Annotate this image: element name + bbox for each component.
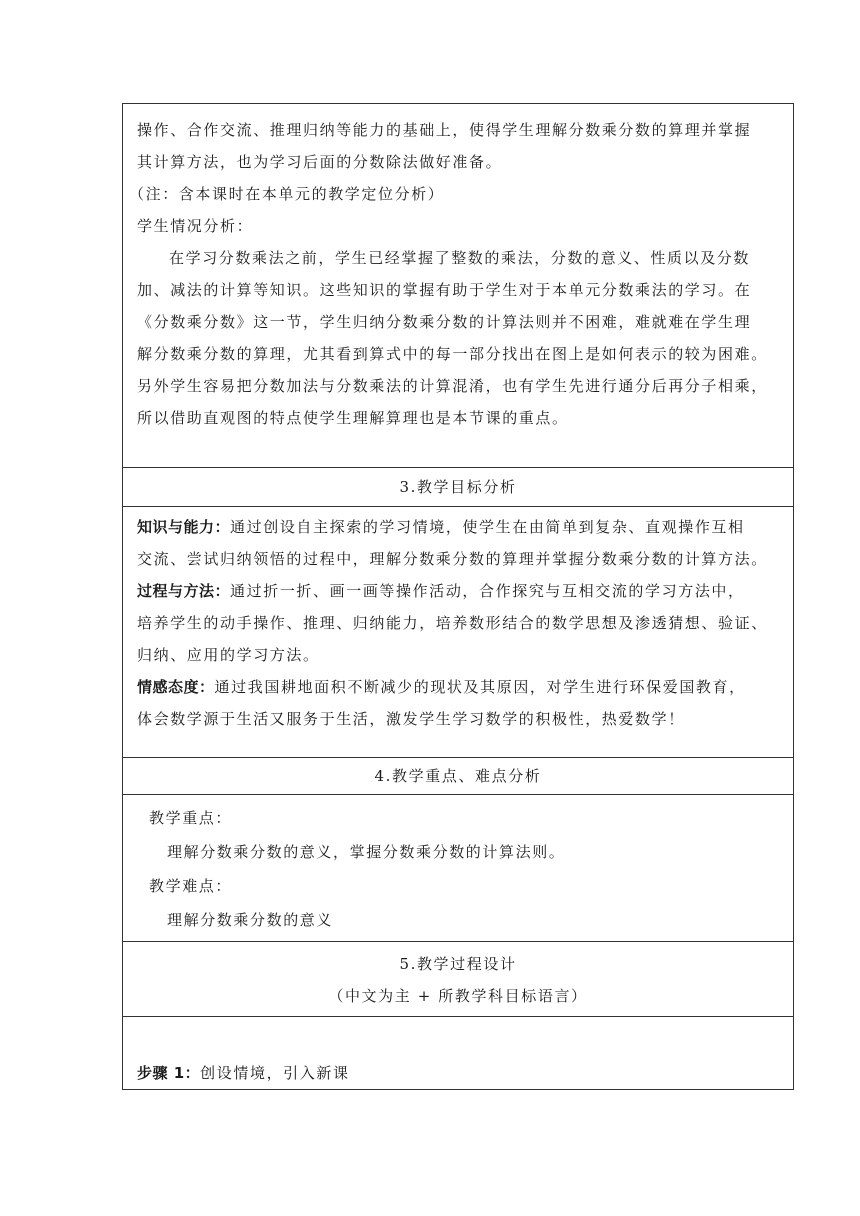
step-1-line: [123, 1057, 793, 1089]
section-5-header-cell: [123, 942, 794, 1017]
step-1-text: 创设情境，引入新课: [200, 1064, 350, 1082]
student-analysis-line: 《分数乘分数》这一节，学生归纳分数乘分数的计算法则并不困难，难就难在学生理: [137, 313, 752, 331]
emotion-line-1: [123, 671, 793, 703]
student-analysis-heading: 学生情况分析：: [137, 217, 254, 235]
section-5-subtitle: （中文为主 + 所教学科目标语言）: [328, 987, 588, 1005]
student-analysis-line: 解分数乘分数的算理，尤其看到算式中的每一部分找出在图上是如何表示的较为困难。: [137, 345, 768, 363]
emotion-line-2: 体会数学源于生活又服务于生活，激发学生学习数学的积极性，热爱数学！: [137, 710, 685, 728]
step-1-label: 步骤 1：: [137, 1064, 201, 1082]
knowledge-line-2: 交流、尝试归纳领悟的过程中，理解分数乘分数的算理并掌握分数乘分数的计算方法。: [137, 550, 768, 568]
difficulty-heading: 教学难点：: [149, 877, 233, 895]
student-analysis-line: 所以借助直观图的特点使学生理解算理也是本节课的重点。: [137, 409, 569, 427]
student-analysis-line: 另外学生容易把分数加法与分数乘法的计算混淆，也有学生先进行通分后再分子相乘，: [137, 377, 768, 395]
knowledge-label: 知识与能力：: [137, 518, 231, 536]
objectives-row: [123, 507, 794, 758]
step-1-cell: [123, 1017, 794, 1090]
key-point-text: 理解分数乘分数的意义，掌握分数乘分数的计算法则。: [167, 843, 566, 861]
section-3-header-cell: [123, 468, 794, 507]
section-4-header-cell: [123, 758, 794, 795]
note-text: （注：含本课时在本单元的教学定位分析）: [129, 185, 445, 203]
process-line-1: [123, 575, 793, 607]
section-4-title: 4.教学重点、难点分析: [374, 767, 542, 785]
analysis-cell: [123, 104, 794, 468]
emotion-label: 情感态度：: [137, 678, 215, 696]
key-points-cell: [123, 795, 794, 942]
lesson-plan-table: [122, 103, 794, 1090]
process-line-3: 归纳、应用的学习方法。: [137, 646, 320, 664]
section-3-title: 3.教学目标分析: [399, 478, 517, 496]
section-5-header-row: [123, 942, 794, 1017]
key-point-heading: 教学重点：: [149, 809, 233, 827]
difficulty-text: 理解分数乘分数的意义: [167, 911, 334, 929]
objectives-cell: [123, 507, 794, 758]
student-analysis-line: 加、减法的计算等知识。这些知识的掌握有助于学生对于本单元分数乘法的学习。在: [137, 281, 752, 299]
knowledge-line-1: [123, 511, 793, 543]
emotion-text: 通过我国耕地面积不断减少的现状及其原因，对学生进行环保爱国教育，: [214, 678, 746, 696]
section-5-title: 5.教学过程设计: [399, 955, 517, 973]
step-1-row: [123, 1017, 794, 1090]
analysis-row: [123, 104, 794, 468]
process-line-2: 培养学生的动手操作、推理、归纳能力，培养数形结合的数学思想及渗透猜想、验证、: [137, 614, 768, 632]
section-4-header-row: [123, 758, 794, 795]
student-analysis-line: 在学习分数乘法之前，学生已经掌握了整数的乘法，分数的意义、性质以及分数: [169, 249, 751, 267]
knowledge-text: 通过创设自主探索的学习情境，使学生在由简单到复杂、直观操作互相: [230, 518, 745, 536]
process-label: 过程与方法：: [137, 582, 231, 600]
key-points-row: [123, 795, 794, 942]
section-3-header-row: [123, 468, 794, 507]
textbook-para-line-1: 操作、合作交流、推理归纳等能力的基础上，使得学生理解分数乘分数的算理并掌握: [137, 121, 752, 139]
textbook-para-line-2: 其计算方法，也为学习后面的分数除法做好准备。: [137, 153, 503, 171]
process-text: 通过折一折、画一画等操作活动，合作探究与互相交流的学习方法中，: [230, 582, 745, 600]
